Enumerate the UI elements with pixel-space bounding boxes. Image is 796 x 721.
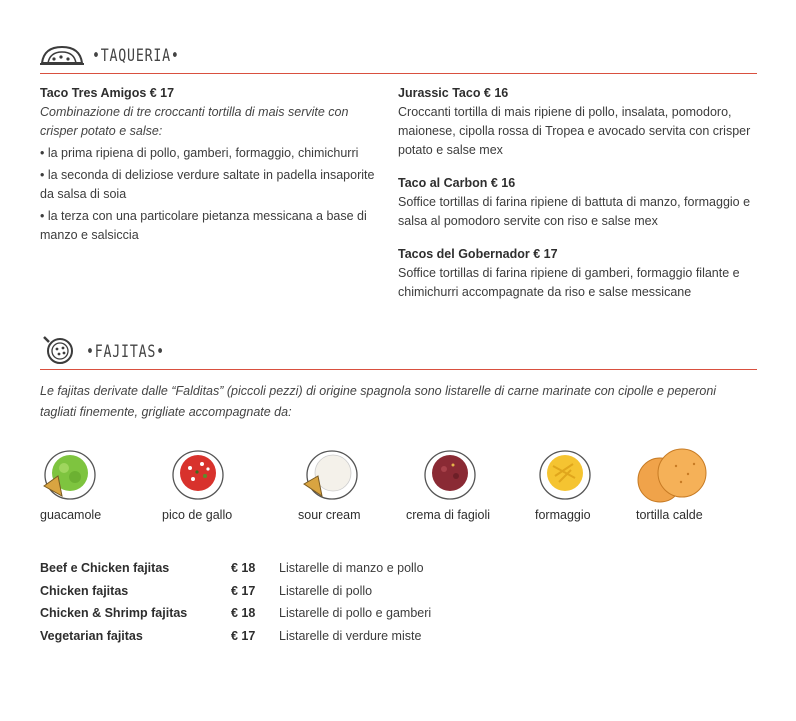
taqueria-title: •TAQUERIA• bbox=[92, 46, 180, 66]
dish-bullet: • la seconda di deliziose verdure saltate in padella insaporite da salsa di soia bbox=[40, 168, 375, 201]
fajita-description: Listarelle di verdure miste bbox=[279, 628, 422, 643]
fajitas-title: •FAJITAS• bbox=[86, 342, 165, 362]
dish-bullet: • la prima ripiena di pollo, gamberi, formaggio, chimichurri bbox=[40, 146, 359, 160]
topping-item bbox=[298, 448, 418, 528]
topping-item bbox=[636, 448, 756, 528]
fajita-name: Vegetarian fajitas bbox=[40, 628, 143, 643]
fajita-name: Beef e Chicken fajitas bbox=[40, 561, 170, 575]
topping-label: crema di fagioli bbox=[406, 508, 491, 522]
skillet-icon bbox=[40, 336, 80, 364]
taqueria-divider bbox=[40, 73, 757, 74]
dish-name: Taco al Carbon € 16 bbox=[398, 176, 516, 190]
taqueria-left-column bbox=[40, 84, 380, 245]
cheese-bowl-icon bbox=[535, 448, 595, 504]
taco-icon bbox=[40, 44, 84, 66]
topping-item bbox=[406, 448, 526, 528]
fajitas-divider bbox=[40, 369, 757, 370]
fajita-price: € 18 bbox=[231, 561, 256, 575]
fajita-name: Chicken fajitas bbox=[40, 583, 129, 598]
dish-intro: Combinazione di tre croccanti tortilla di mais servite con crisper potato e salse: bbox=[40, 105, 349, 138]
dish-description: Croccanti tortilla di mais ripiene di pollo, insalata, pomodoro, maionese, cipolla rossa di Tropea e avocado servita con crisper potato e salse mex bbox=[398, 105, 751, 157]
fajita-price: € 17 bbox=[231, 628, 256, 643]
fajita-description: Listarelle di pollo bbox=[279, 583, 373, 598]
fajita-price: € 18 bbox=[231, 606, 256, 620]
dish-description: Soffice tortillas di farina ripiene di gamberi, formaggio filante e chimichurri accompagnate da riso e salse messicane bbox=[398, 266, 740, 299]
topping-label: pico de gallo bbox=[162, 508, 233, 522]
menu-item bbox=[398, 174, 756, 231]
fajita-description: Listarelle di manzo e pollo bbox=[279, 561, 424, 575]
menu-item bbox=[398, 84, 756, 160]
pico-de-gallo-bowl-icon bbox=[168, 448, 228, 504]
sour-cream-bowl-icon bbox=[302, 448, 362, 504]
fajita-description: Listarelle di pollo e gamberi bbox=[279, 606, 432, 620]
topping-item bbox=[162, 448, 282, 528]
dish-name: Tacos del Gobernador € 17 bbox=[398, 247, 558, 261]
toppings-row bbox=[0, 448, 796, 528]
topping-label: guacamole bbox=[40, 508, 102, 522]
bean-cream-bowl-icon bbox=[420, 448, 480, 504]
topping-label: formaggio bbox=[535, 508, 591, 522]
fajita-price: € 17 bbox=[231, 583, 256, 598]
topping-item bbox=[40, 448, 160, 528]
taqueria-right-column bbox=[398, 84, 756, 316]
menu-item bbox=[398, 245, 756, 302]
dish-name: Taco Tres Amigos € 17 bbox=[40, 86, 175, 100]
fajitas-header bbox=[40, 340, 757, 370]
fajitas-intro: Le fajitas derivate dalle “Falditas” (piccoli pezzi) di origine spagnola sono listarelle di carne marinate con cipolle e peperoni tagliati finemente, grigliate accompagnate da: bbox=[40, 384, 717, 419]
dish-description: Soffice tortillas di farina ripiene di battuta di manzo, formaggio e salsa al pomodoro servite con riso e salse mex bbox=[398, 195, 751, 228]
guacamole-bowl-icon bbox=[40, 448, 100, 504]
tortilla-icon bbox=[636, 448, 712, 504]
fajita-name: Chicken & Shrimp fajitas bbox=[40, 606, 188, 620]
topping-label: tortilla calde bbox=[636, 508, 703, 522]
dish-bullet: • la terza con una particolare pietanza messicana a base di manzo e salsiccia bbox=[40, 209, 367, 242]
dish-name: Jurassic Taco € 16 bbox=[398, 86, 509, 100]
topping-label: sour cream bbox=[298, 508, 361, 522]
taqueria-header bbox=[40, 44, 757, 74]
